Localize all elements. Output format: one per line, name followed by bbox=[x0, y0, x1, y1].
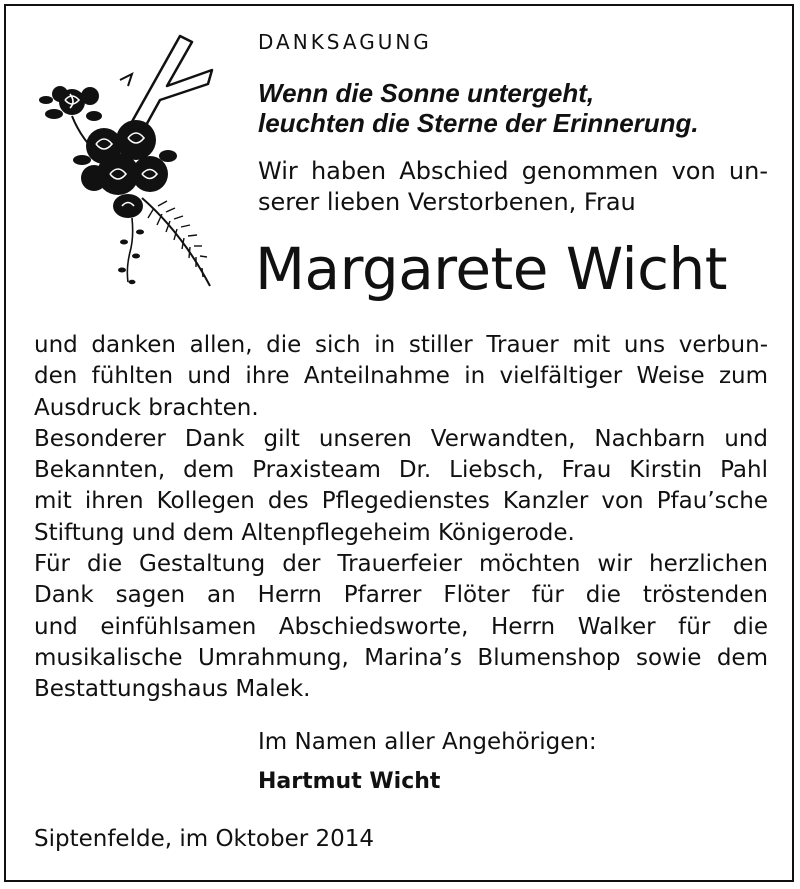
motto-line: leuchten die Sterne der Erinnerung. bbox=[258, 108, 699, 138]
body-line: Für die Gestaltung der Trauerfeier möchten wir herzlichen bbox=[34, 551, 768, 578]
place-date: Siptenfelde, im Oktober 2014 bbox=[34, 826, 375, 852]
body-line: Dank sagen an Herrn Pfarrer Flöter für die tröstenden bbox=[34, 582, 768, 609]
deceased-name: Margarete Wicht bbox=[255, 235, 727, 303]
body-line: Bestattungshaus Malek. bbox=[34, 676, 311, 703]
body-line: und danken allen, die sich in stiller Trauer mit uns verbun- bbox=[34, 332, 768, 358]
motto-quote bbox=[258, 78, 699, 138]
body-line: den fühlten und ihre Anteilnahme in vielfältiger Weise zum bbox=[34, 363, 768, 390]
cross-with-roses-icon bbox=[32, 28, 222, 290]
signatory-name: Hartmut Wicht bbox=[258, 769, 441, 794]
signature-intro: Im Namen aller Angehörigen: bbox=[258, 729, 597, 755]
body-line: und einfühlsamen Abschiedsworte, Herrn Walker für die bbox=[34, 613, 768, 640]
body-line: Stiftung und dem Altenpflegeheim Königerode. bbox=[34, 519, 575, 546]
thanks-body bbox=[34, 330, 768, 706]
body-line: Bekannten, dem Praxisteam Dr. Liebsch, Frau Kirstin Pahl bbox=[34, 457, 768, 484]
notice-heading: DANKSAGUNG bbox=[258, 30, 432, 54]
body-line: Ausdruck brachten. bbox=[34, 394, 259, 421]
body-line: Besonderer Dank gilt unseren Verwandten, Nachbarn und bbox=[34, 425, 768, 452]
intro-line: Wir haben Abschied genommen von un- bbox=[258, 157, 768, 185]
body-line: mit ihren Kollegen des Pflegedienstes Kanzler von Pfau’sche bbox=[34, 488, 768, 515]
intro-text bbox=[258, 156, 768, 218]
motto-line: Wenn die Sonne untergeht, bbox=[258, 78, 595, 108]
intro-line: serer lieben Verstorbenen, Frau bbox=[258, 188, 636, 216]
body-line: musikalische Umrahmung, Marina’s Blumenshop sowie dem bbox=[34, 644, 768, 671]
